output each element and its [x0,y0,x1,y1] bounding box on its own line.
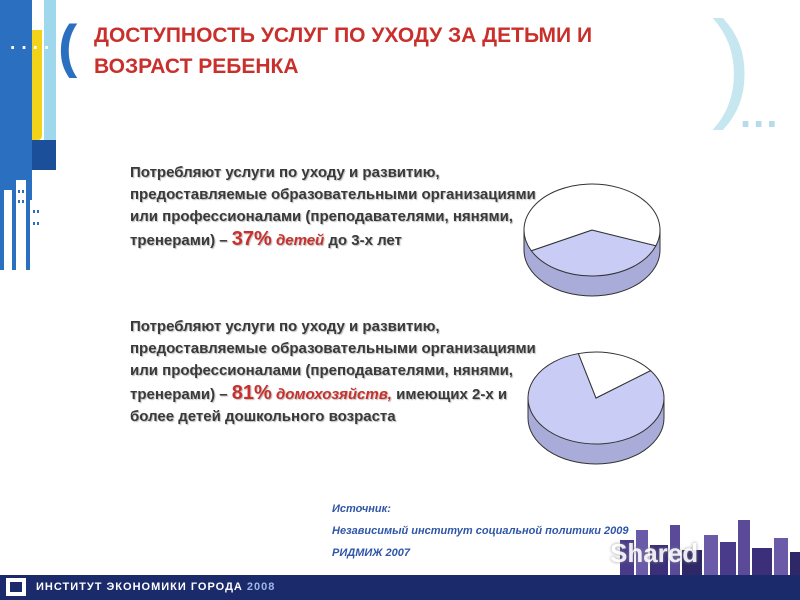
source-line-2: РИДМИЖ 2007 [332,547,410,559]
city-silhouette-icon [0,170,60,270]
block1-prefix: тренерами) – [130,232,232,249]
footer-year: 2008 [246,581,276,593]
block2-suffix: имеющих 2-х и [391,386,508,403]
footer-text [36,581,275,593]
block1-subject: детей [275,232,325,249]
block2-line-2: предоставляемые образовательными организациями [130,340,536,357]
pie-chart-1 [522,178,672,302]
block2-line-3: или профессионалами (преподавателями, нянями, [130,362,513,379]
pie-chart-2 [526,346,676,470]
dots-decoration: ····· [8,30,65,61]
block2-prefix: тренерами) – [130,386,232,403]
block2-subject: домохозяйств, [275,386,392,403]
cyan-bar-decoration [44,0,56,160]
source-label: Источник: [332,503,391,515]
source-line-1: Независимый институт социальной политики 2009 [332,525,629,537]
title-line-1: ДОСТУПНОСТЬ УСЛУГ ПО УХОДУ ЗА ДЕТЬМИ И [94,24,593,47]
footer-org: ИНСТИТУТ ЭКОНОМИКИ ГОРОДА [36,581,243,593]
block1-line-2: предоставляемые образовательными организациями [130,186,536,203]
block1-line-1: Потребляют услуги по уходу и развитию, [130,164,440,181]
footer-bar [0,575,800,600]
right-paren-decoration: ) [712,0,752,131]
block2-percent: 81% [231,382,272,404]
navy-bar-decoration [32,140,56,170]
block1-suffix: до 3-х лет [324,232,402,249]
right-dots-decoration: ... [740,92,780,136]
block1-line-3: или профессионалами (преподавателями, нянями, [130,208,513,225]
watermark: Shared [610,538,699,568]
block2-line-1: Потребляют услуги по уходу и развитию, [130,318,440,335]
left-decoration [0,0,70,575]
logo-icon [6,578,26,596]
page-title [94,20,694,82]
title-line-2: ВОЗРАСТ РЕБЕНКА [94,55,299,78]
block2-line-5: более детей дошкольного возраста [130,408,396,425]
block1-percent: 37% [231,228,272,250]
left-paren-decoration: ( [58,14,78,79]
